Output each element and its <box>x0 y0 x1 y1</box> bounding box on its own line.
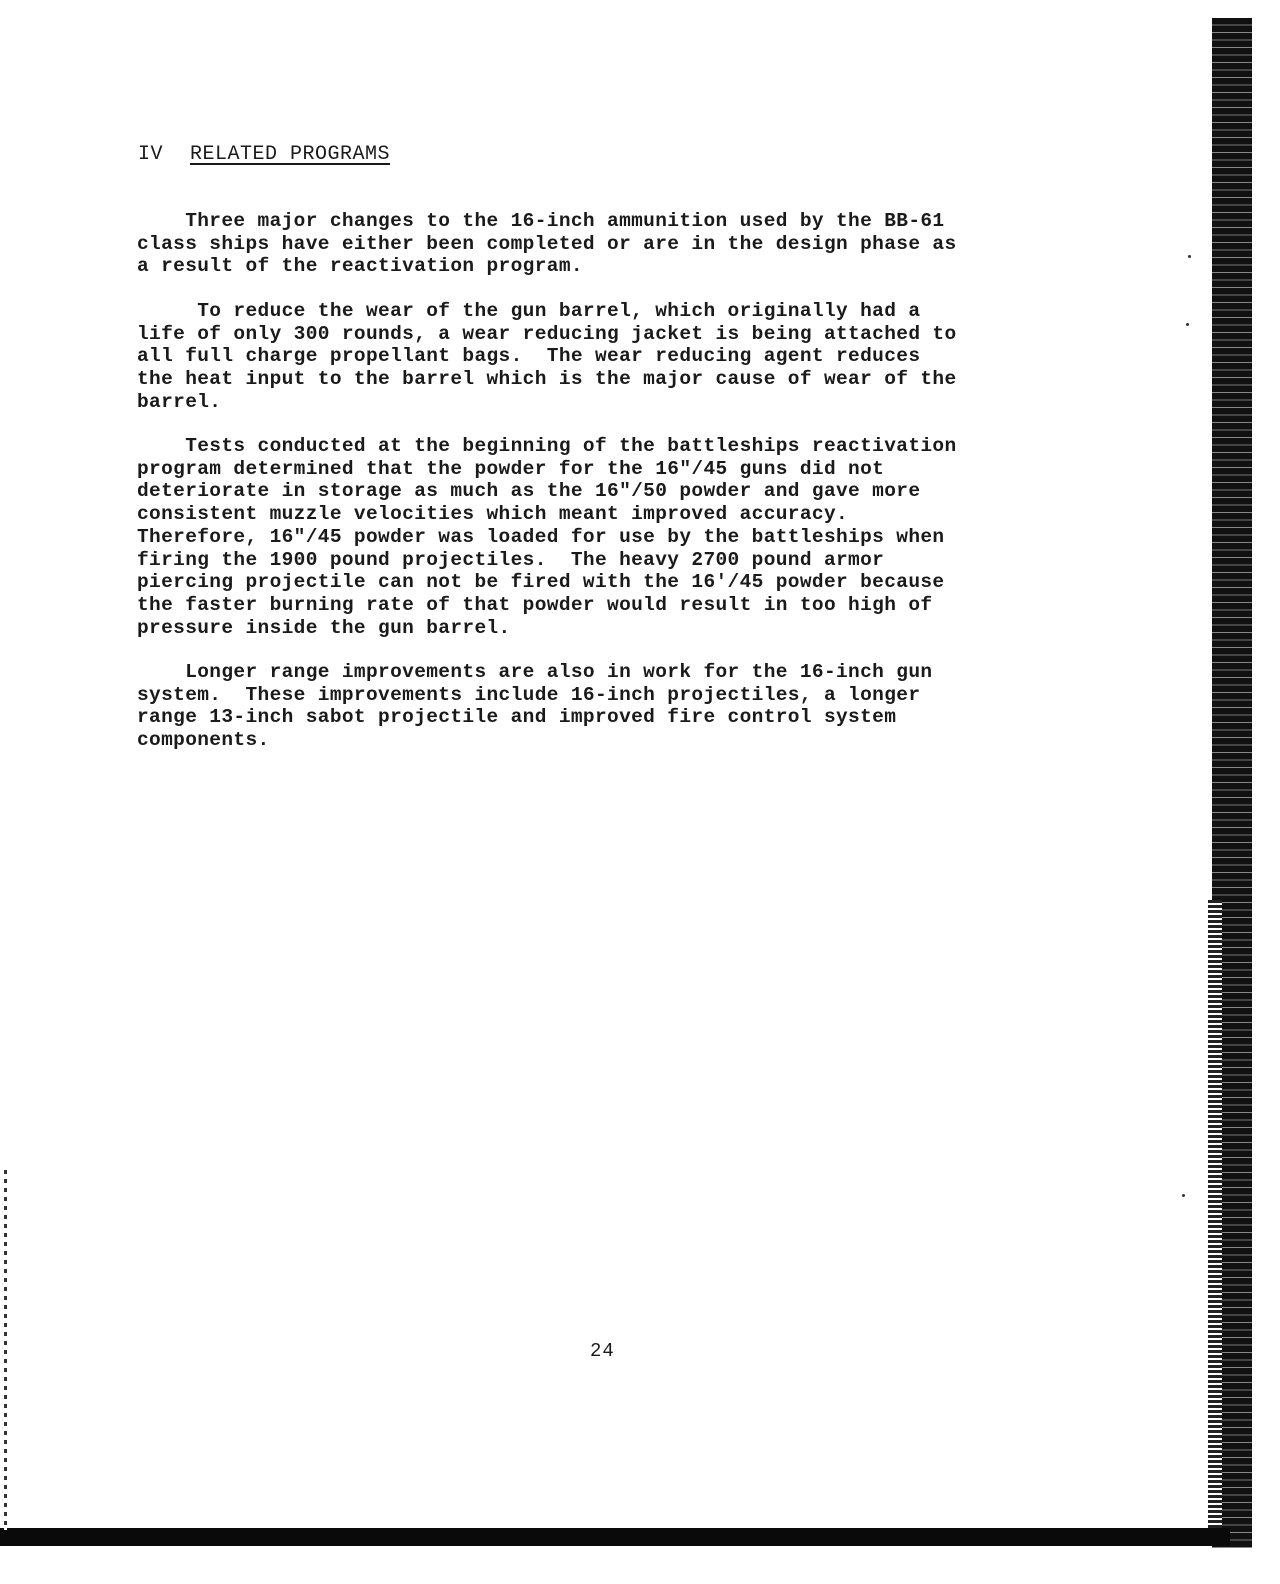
scan-speck <box>1188 255 1191 258</box>
paragraph-longer-range: Longer range improvements are also in work for the 16-inch gun system. These improvements include 16-inch projectiles, a longer range 13-inch sabot projectile and improved fire control system components. <box>137 661 933 752</box>
section-heading <box>138 144 390 166</box>
scan-speck <box>1182 1194 1185 1197</box>
section-number: IV <box>138 143 164 166</box>
paragraph-ammunition-changes: Three major changes to the 16-inch ammunition used by the BB-61 class ships have either been completed or are in the design phase as a result of the reactivation program. <box>137 210 957 278</box>
scan-edge-artifact-inner <box>1208 900 1222 1540</box>
paragraph-powder-tests: Tests conducted at the beginning of the battleships reactivation program determined that the powder for the 16"/45 guns did not deteriorate in storage as much as the 16"/50 powder and gave more consistent muzzle velocities which meant improved accuracy. Therefore, 16"/45 powder was loaded for use by the battleships when firing the 1900 pound projectiles. The heavy 2700 pound armor piercing projectile can not be fired with the 16'/45 powder because the faster burning rate of that powder would result in too high of pressure inside the gun barrel. <box>137 435 957 639</box>
paragraph-barrel-wear: To reduce the wear of the gun barrel, which originally had a life of only 300 rounds, a wear reducing jacket is being attached to all full charge propellant bags. The wear reducing agent reduces the heat input to the barrel which is the major cause of wear of the barrel. <box>137 300 957 413</box>
scan-speck <box>1186 323 1189 326</box>
scan-left-edge <box>4 1170 7 1530</box>
scan-bottom-border <box>0 1528 1230 1546</box>
section-title: RELATED PROGRAMS <box>190 143 391 166</box>
page-number: 24 <box>590 1340 615 1362</box>
